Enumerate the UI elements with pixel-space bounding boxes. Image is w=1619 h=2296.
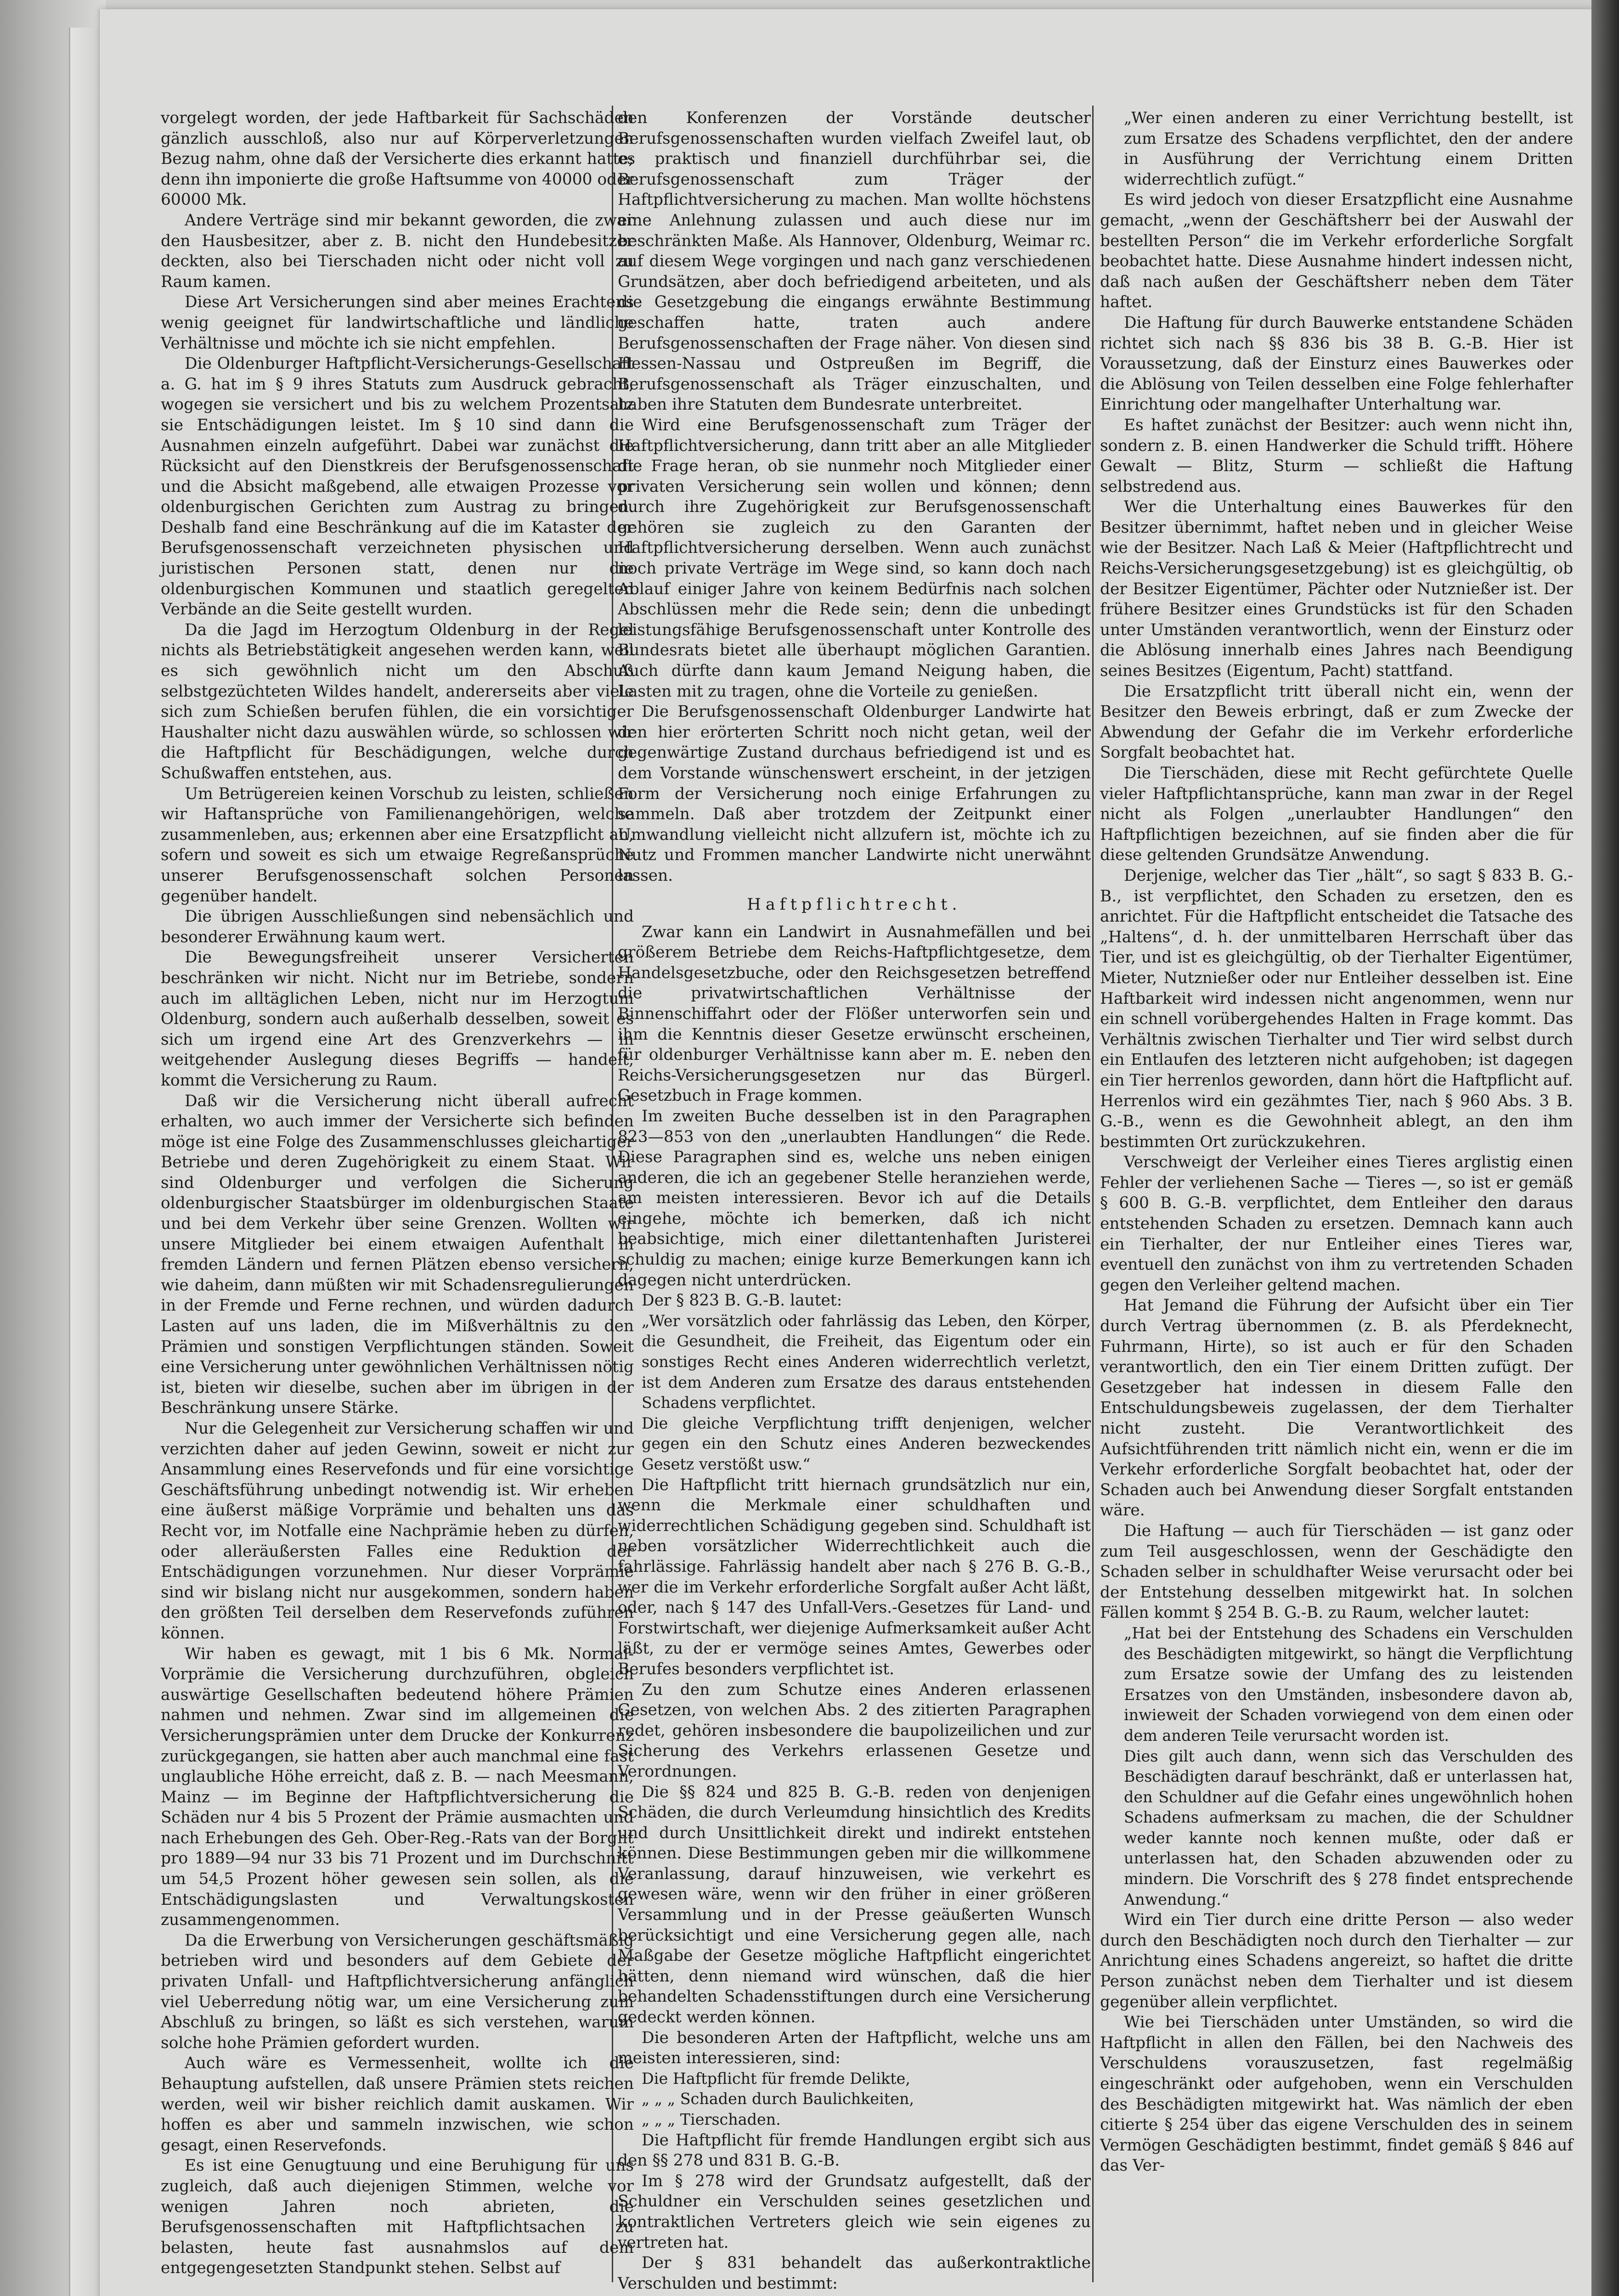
- section-heading: Haftpflichtrecht.: [747, 895, 962, 914]
- paragraph: Derjenige, welcher das Tier „hält“, so sagt § 833 B. G.-B., ist verpflichtet, den Schaden zu ersetzen, den es anrichtet. Für die Haftpflicht entscheidet die Tatsache des „Haltens“, d. h. der unmittelbaren Herrschaft über das Tier, und ist es gleichgültig, ob der Tierhalter Eigentümer, Mieter, Nutznießer oder nur Entleiher desselben ist. Eine Haftbarkeit wird indessen nicht angenommen, wenn nur ein schnell vorübergehendes Halten in Frage kommt. Das Verhältnis zwischen Tierhalter und Tier wird selbst durch ein Entlaufen des letzteren nicht aufgehoben; ist dagegen ein Tier herrenlos geworden, dann hört die Haftpflicht auf. Herrenlos wird ein gezähmtes Tier, nach § 960 Abs. 3 B. G.-B., wenn es die Gewohnheit ablegt, an den ihm bestimmten Ort zurückzukehren.: [1100, 866, 1573, 1151]
- paragraph: Die Haftpflicht für fremde Handlungen ergibt sich aus den §§ 278 und 831 B. G.-B.: [618, 2131, 1091, 2170]
- law-quote: Die gleiche Verpflichtung trifft denjenigen, welcher gegen ein den Schutz eines Anderen bezweckendes Gesetz verstößt usw.“: [642, 1414, 1091, 1473]
- paragraph: Wird eine Berufsgenossenschaft zum Träger der Haftpflichtversicherung, dann tritt aber an alle Mitglieder die Frage heran, ob sie nunmehr noch Mitglieder einer privaten Versicherung sein wollen und können; denn durch ihre Zugehörigkeit zur Berufsgenossenschaft gehören sie zugleich zu den Garanten der Haftpflichtversicherung derselben. Wenn auch zunächst noch private Verträge im Wege sind, so kann doch nach Ablauf einiger Jahre von keinem Bedürfnis nach solchen Abschlüssen mehr die Rede sein; denn die unbedingt leistungsfähige Berufsgenossenschaft unter Kontrolle des Bundesrats bietet alle überhaupt möglichen Garantien. Auch dürfte dann kaum Jemand Neigung haben, die Lasten mit zu tragen, ohne die Vorteile zu genießen.: [618, 416, 1091, 701]
- paragraph: Um Betrügereien keinen Vorschub zu leisten, schließen wir Haftansprüche von Familienangehörigen, welche zusammenleben, aus; erkennen aber eine Ersatzpflicht an, sofern und soweit es sich um etwaige Regreßansprüche unserer Berufsgenossenschaft solchen Personen gegenüber handelt.: [161, 784, 634, 906]
- paragraph: Zu den zum Schutze eines Anderen erlassenen Gesetzen, von welchen Abs. 2 des zitierten Paragraphen redet, gehören insbesondere die baupolizeilichen und zur Sicherung des Verkehrs erlassenen Gesetze und Verordnungen.: [618, 1680, 1091, 1781]
- paragraph: den Konferenzen der Vorstände deutscher Berufsgenossenschaften wurden vielfach Zweifel laut, ob es praktisch und finanziell durchführbar sei, die Berufsgenossenschaft zum Träger der Haftpflichtversicherung zu machen. Man wollte höchstens eine Anlehnung zulassen und auch diese nur im beschränkten Maße. Als Hannover, Oldenburg, Weimar rc. auf diesem Wege vorgingen und nach ganz verschiedenen Grundsätzen, aber doch befriedigend arbeiteten, und als die Gesetzgebung die eingangs erwähnte Bestimmung geschaffen hatte, traten auch andere Berufsgenossenschaften der Frage näher. Von diesen sind Hessen-Nassau und Ostpreußen im Begriff, die Berufsgenossenschaft als Träger einzuschalten, und haben ihre Statuten dem Bundesrate unterbreitet.: [618, 109, 1091, 414]
- paragraph: Zwar kann ein Landwirt in Ausnahmefällen und bei größerem Betriebe dem Reichs-Haftpflichtgesetze, dem Handelsgesetzbuche, oder den Reichsgesetzen betreffend die privatwirtschaftlichen Verhältnisse der Binnenschiffahrt oder der Flößer unterworfen sein und ihm die Kenntnis dieser Gesetze erwünscht erscheinen, für oldenburger Verhältnisse kann aber m. E. neben den Reichs-Versicherungsgesetzen nur das Bürgerl. Gesetzbuch in Frage kommen.: [618, 923, 1091, 1105]
- paragraph: Die Ersatzpflicht tritt überall nicht ein, wenn der Besitzer den Beweis erbringt, daß er zum Zwecke der Abwendung der Gefahr die im Verkehr erforderliche Sorgfalt beobachtet hat.: [1100, 682, 1573, 762]
- paragraph: Die übrigen Ausschließungen sind nebensächlich und besonderer Erwähnung kaum wert.: [161, 907, 634, 946]
- paragraph: Verschweigt der Verleiher eines Tieres arglistig einen Fehler der verliehenen Sache — Tieres —, so ist er gemäß § 600 B. G.-B. verpflichtet, dem Entleiher den daraus entstehenden Schaden zu ersetzen. Demnach kann auch ein Tierhalter, der nur Entleiher eines Tieres war, eventuell den zunächst von ihm zu vertretenden Schaden gegen den Verleiher geltend machen.: [1100, 1153, 1573, 1294]
- paragraph: Hat Jemand die Führung der Aufsicht über ein Tier durch Vertrag übernommen (z. B. als Pferdeknecht, Fuhrmann, Hirte), so ist auch er für den Schaden verantwortlich, den ein Tier einem Dritten zufügt. Der Gesetzgeber hat indessen in diesem Falle den Entschuldungsbeweis zugelassen, der dem Tierhalter nicht zusteht. Die Verantwortlichkeit des Aufsichtführenden tritt nämlich nicht ein, wenn er die im Verkehr erforderliche Sorgfalt beobachtet hat, oder der Schaden auch bei Anwendung dieser Sorgfalt entstanden wäre.: [1100, 1296, 1573, 1520]
- paragraph: Die §§ 824 und 825 B. G.-B. reden von denjenigen Schäden, die durch Verleumdung hinsichtlich des Kredits und durch Unsittlichkeit direkt und indirekt entstehen können. Diese Bestimmungen geben mir die willkommene Veranlassung, darauf hinzuweisen, wie verkehrt es gewesen wäre, wenn wir den früher in einer größeren Versammlung und in der Presse geäußerten Wunsch berücksichtigt und eine Versicherung gegen alle, nach Maßgabe der Gesetze mögliche Haftpflicht eingerichtet hätten, denn niemand wird wünschen, daß die hier behandelten Schadensstiftungen durch eine Versicherung gedeckt werden können.: [618, 1783, 1091, 2027]
- text-column-2: [618, 108, 1091, 2293]
- paragraph: Die Tierschäden, diese mit Recht gefürchtete Quelle vieler Haftpflichtansprüche, kann man zwar in der Regel nicht als Folgen „unerlaubter Handlungen“ den Haftpflichtigen bezeichnen, auf sie finden aber die für diese geltenden Grundsätze Anwendung.: [1100, 764, 1573, 865]
- paragraph: Im § 278 wird der Grundsatz aufgestellt, daß der Schuldner ein Verschulden seines gesetzlichen und kontraktlichen Vertreters gleich wie sein eigenes zu vertreten hat.: [618, 2172, 1091, 2252]
- page-edge-shadow: [1591, 0, 1619, 2296]
- paragraph: Wer die Unterhaltung eines Bauwerkes für den Besitzer übernimmt, haftet neben und in gleicher Weise wie der Besitzer. Nach Laß & Meier (Haftpflichtrecht und Reichs-Versicherungsgesetzgebung) ist es gleichgültig, ob der Besitzer Eigentümer, Pächter oder Nutznießer ist. Der frühere Besitzer eines Grundstücks ist für den Schaden unter Umständen verantwortlich, wenn der Einsturz oder die Ablösung innerhalb eines Jahres nach Beendigung seines Besitzes (Eigentum, Pacht) stattfand.: [1100, 498, 1573, 681]
- paragraph: Andere Verträge sind mir bekannt geworden, die zwar den Hausbesitzer, aber z. B. nicht den Hundebesitzer deckten, also bei Tierschaden nicht oder nicht voll zu Raum kamen.: [161, 211, 634, 291]
- law-quote: „Wer vorsätzlich oder fahrlässig das Leben, den Körper, die Gesundheit, die Freiheit, das Eigentum oder ein sonstiges Recht eines Anderen widerrechtlich verletzt, ist dem Anderen zum Ersatze des daraus entstehenden Schadens verpflichtet.: [642, 1311, 1091, 1412]
- paragraph: Wird ein Tier durch eine dritte Person — also weder durch den Beschädigten noch durch den Tierhalter — zur Anrichtung eines Schadens angereizt, so haftet die dritte Person zunächst neben dem Tierhalter und ist diesem gegenüber allein verpflichtet.: [1100, 1911, 1573, 2011]
- binding-fold: [69, 28, 102, 2296]
- paragraph: Die Oldenburger Haftpflicht-Versicherungs-Gesellschaft a. G. hat im § 9 ihres Statuts zum Ausdruck gebracht, wogegen sie versichert und bis zu welchem Prozentsatz sie Entschädigungen leistet. Im § 10 sind dann die Ausnahmen einzeln aufgeführt. Dabei war zunächst die Rücksicht auf den Dienstkreis der Berufsgenossenschaft und die Absicht maßgebend, alle etwaigen Prozesse vor oldenburgischen Gerichten zum Austrag zu bringen. Deshalb fand eine Beschränkung auf die im Kataster der Berufsgenossenschaft verzeichneten physischen und juristischen Personen statt, denen nur die oldenburgischen Kommunen und staatlich geregelten Verbände an die Seite gestellt wurden.: [161, 355, 634, 619]
- paragraph: Es haftet zunächst der Besitzer: auch wenn nicht ihn, sondern z. B. einen Handwerker die Schuld trifft. Höhere Gewalt — Blitz, Sturm — schließt die Haftung selbstredend aus.: [1100, 416, 1573, 496]
- paragraph: Die Haftung für durch Bauwerke entstandene Schäden richtet sich nach §§ 836 bis 38 B. G.-B. Hier ist Voraussetzung, daß der Einsturz eines Bauwerkes oder die Ablösung von Teilen desselben eine Folge fehlerhafter Einrichtung oder mangelhafter Unterhaltung war.: [1100, 313, 1573, 414]
- text-column-1: [161, 108, 634, 2280]
- list-item: „ „ „ Tierschaden.: [642, 2110, 781, 2128]
- paragraph: Da die Erwerbung von Versicherungen geschäftsmäßig betrieben wird und besonders auf dem Gebiete der privaten Unfall- und Haftpflichtversicherung anfänglich viel Ueberredung nötig war, um eine Versicherung zum Abschluß zu bringen, so läßt es sich verstehen, warum solche hohe Prämien gefordert wurden.: [161, 1931, 634, 2052]
- paragraph: vorgelegt worden, der jede Haftbarkeit für Sachschäden gänzlich ausschloß, also nur auf Körperverletzungen Bezug nahm, ohne daß der Versicherte dies erkannt hatte; denn ihn imponierte die große Haftsumme von 40000 oder 60000 Mk.: [161, 109, 634, 209]
- list-item: „ „ „ Schaden durch Baulichkeiten,: [642, 2090, 914, 2108]
- text-column-3: [1100, 108, 1573, 2280]
- paragraph: Die besonderen Arten der Haftpflicht, welche uns am meisten interessieren, sind:: [618, 2028, 1091, 2068]
- paragraph: Der § 823 B. G.-B. lautet:: [642, 1291, 842, 1310]
- paragraph: Im zweiten Buche desselben ist in den Paragraphen 823—853 von den „unerlaubten Handlungen“ die Rede. Diese Paragraphen sind es, welche uns neben einigen anderen, die ich an gegebener Stelle heranziehen werde, am meisten interessieren. Bevor ich auf die Details eingehe, möchte ich bemerken, daß ich nicht beabsichtige, mich einer dilettantenhaften Juristerei schuldig zu machen; einige kurze Bemerkungen kann ich dagegen nicht unterdrücken.: [618, 1107, 1091, 1289]
- paragraph: Die Bewegungsfreiheit unserer Versicherten beschränken wir nicht. Nicht nur im Betriebe, sondern auch im alltäglichen Leben, nicht nur im Herzogtum Oldenburg, sondern auch außerhalb desselben, soweit es sich um irgend eine Art des Grenzverkehrs — in weitgehender Auslegung dieses Begriffs — handelt, kommt die Versicherung zu Raum.: [161, 948, 634, 1090]
- law-quote: Dies gilt auch dann, wenn sich das Verschulden des Beschädigten darauf beschränkt, daß er unterlassen hat, den Schuldner auf die Gefahr eines ungewöhnlich hohen Schadens aufmerksam zu machen, die der Schuldner weder kannte noch kennen mußte, oder daß er unterlassen hat, den Schaden abzuwenden oder zu mindern. Die Vorschrift des § 278 findet entsprechende Anwendung.“: [1124, 1747, 1573, 1908]
- paragraph: Die Haftpflicht tritt hiernach grundsätzlich nur ein, wenn die Merkmale einer schuldhaften und widerrechtlichen Schädigung gegeben sind. Schuldhaft ist neben vorsätzlicher Widerrechtlichkeit auch die fahrlässige. Fahrlässig handelt aber nach § 276 B. G.-B., wer die im Verkehr erforderliche Sorgfalt außer Acht läßt, oder, nach § 147 des Unfall-Vers.-Gesetzes für Land- und Forstwirtschaft, wer diejenige Aufmerksamkeit außer Acht läßt, zu der er vermöge seines Amtes, Gewerbes oder Berufes besonders verpflichtet ist.: [618, 1475, 1091, 1678]
- law-quote: „Wer einen anderen zu einer Verrichtung bestellt, ist zum Ersatze des Schadens verpflichtet, den der andere in Ausführung der Verrichtung einem Dritten widerrechtlich zufügt.“: [1124, 109, 1573, 188]
- paragraph: Wie bei Tierschäden unter Umständen, so wird die Haftpflicht in allen den Fällen, bei den Nachweis des Verschuldens vorauszusetzen, fast regelmäßig eingeschränkt oder aufgehoben, wenn ein Verschulden des Beschädigten mitgewirkt hat. Was nämlich der eben citierte § 254 über das eigene Verschulden des in seinem Vermögen Geschädigten bestimmt, findet gemäß § 846 auf das Ver-: [1100, 2013, 1573, 2175]
- paragraph: Die Haftung — auch für Tierschäden — ist ganz oder zum Teil ausgeschlossen, wenn der Geschädigte den Schaden selber in schuldhafter Weise verursacht oder bei der Entstehung desselben mitgewirkt hat. In solchen Fällen kommt § 254 B. G.-B. zu Raum, welcher lautet:: [1100, 1521, 1573, 1622]
- paragraph: Nur die Gelegenheit zur Versicherung schaffen wir und verzichten daher auf jeden Gewinn, soweit er nicht zur Ansammlung eines Reservefonds und für eine vorsichtige Geschäftsführung unbedingt notwendig ist. Wir erheben eine äußerst mäßige Vorprämie und behalten uns das Recht vor, im Notfalle eine Nachprämie heben zu dürfen, oder alleräußersten Falles eine Reduktion der Entschädigungen vorzunehmen. Nur dieser Vorprämie sind wir bislang nicht nur ausgekommen, sondern haben den größten Teil derselben dem Reservefonds zuführen können.: [161, 1419, 634, 1643]
- law-quote: „Hat bei der Entstehung des Schadens ein Verschulden des Beschädigten mitgewirkt, so hängt die Verpflichtung zum Ersatze sowie der Umfang des zu leistenden Ersatzes von den Umständen, insbesondere davon ab, inwieweit der Schaden vorwiegend von dem einen oder dem anderen Teile verursacht worden ist.: [1124, 1624, 1573, 1745]
- paragraph: Es wird jedoch von dieser Ersatzpflicht eine Ausnahme gemacht, „wenn der Geschäftsherr bei der Auswahl der bestellten Person“ die im Verkehr erforderliche Sorgfalt beobachtet hatte. Diese Ausnahme hindert indessen nicht, daß nach außen der Geschäftsherr neben dem Täter haftet.: [1100, 191, 1573, 312]
- paragraph: Die Berufsgenossenschaft Oldenburger Landwirte hat den hier erörterten Schritt noch nicht getan, weil der gegenwärtige Zustand durchaus befriedigend ist und es dem Vorstande wünschenswert erscheint, in der jetzigen Form der Versicherung noch einige Erfahrungen zu sammeln. Daß aber trotzdem der Zeitpunkt einer Umwandlung vielleicht nicht allzufern ist, möchte ich zu Nutz und Frommen mancher Landwirte nicht unerwähnt lassen.: [618, 703, 1091, 885]
- list-item: Die Haftpflicht für fremde Delikte,: [642, 2069, 911, 2088]
- paragraph: Wir haben es gewagt, mit 1 bis 6 Mk. Normal-Vorprämie die Versicherung durchzuführen, obgleich auswärtige Gesellschaften bedeutend höhere Prämien nahmen und nehmen. Zwar sind im allgemeinen die Versicherungsprämien unter dem Drucke der Konkurrenz zurückgegangen, sie hatten aber auch manchmal eine fast unglaubliche Höhe erreicht, daß z. B. — nach Meesmann, Mainz — im Beginne der Haftpflichtversicherung die Schäden nur 4 bis 5 Prozent der Prämie ausmachten und nach Erhebungen des Geh. Ober-Reg.-Rats van der Borght pro 1889—94 nur 33 bis 71 Prozent und im Durchschnitt um 54,5 Prozent höher gewesen sein sollen, als die Entschädigungslasten und Verwaltungskosten zusammengenommen.: [161, 1644, 634, 1930]
- paragraph: Daß wir die Versicherung nicht überall aufrecht erhalten, wo auch immer der Versicherte sich befinden möge ist eine Folge des Zusammenschlusses gleichartiger Betriebe und deren Zugehörigkeit zu einem Staat. Wir sind Oldenburger und verfolgen die Sicherung oldenburgischer Staatsbürger im oldenburgischen Staate und bei dem Verkehr über seine Grenzen. Wollten wir unsere Mitglieder bei einem etwaigen Aufenthalt in fremden Ländern und fernen Plätzen ebenso versichern, wie daheim, dann müßten wir mit Schadensregulierungen in der Fremde und Ferne rechnen, und würden dadurch Lasten auf uns laden, die im Mißverhältnis zu den Prämien und sonstigen Verpflichtungen ständen. Soweit eine Versicherung unter gewöhnlichen Verhältnissen nötig ist, bieten wir dieselbe, suchen aber im übrigen in der Beschränkung unsere Stärke.: [161, 1092, 634, 1418]
- paragraph: Diese Art Versicherungen sind aber meines Erachtens wenig geeignet für landwirtschaftliche und ländliche Verhältnisse und möchte ich sie nicht empfehlen.: [161, 293, 634, 353]
- paragraph: Es ist eine Genugtuung und eine Beruhigung für uns zugleich, daß auch diejenigen Stimmen, welche vor wenigen Jahren noch abrieten, die Berufsgenossenschaften mit Haftpflichtsachen zu belasten, heute fast ausnahmslos auf dem entgegengesetzten Standpunkt stehen. Selbst auf: [161, 2156, 634, 2278]
- paragraph: Auch wäre es Vermessenheit, wollte ich die Behauptung aufstellen, daß unsere Prämien stets reichen werden, weil wir bisher reichlich damit auskamen. Wir hoffen es aber und sammeln inzwischen, wie schon gesagt, einen Reservefonds.: [161, 2054, 634, 2155]
- paragraph: Der § 831 behandelt das außerkontraktliche Verschulden und bestimmt:: [618, 2254, 1091, 2293]
- paragraph: Da die Jagd im Herzogtum Oldenburg in der Regel nichts als Betriebstätigkeit angesehen werden kann, weil es sich gewöhnlich nicht um den Abschuß selbstgezüchteten Wildes handelt, andererseits aber viele sich zum Schießen berufen fühlen, die ein vorsichtiger Haushalter nicht dazu auswählen würde, so schlossen wir die Haftpflicht für Beschädigungen, welche durch Schußwaffen entstehen, aus.: [161, 620, 634, 782]
- column-rule-right: [1092, 106, 1094, 2282]
